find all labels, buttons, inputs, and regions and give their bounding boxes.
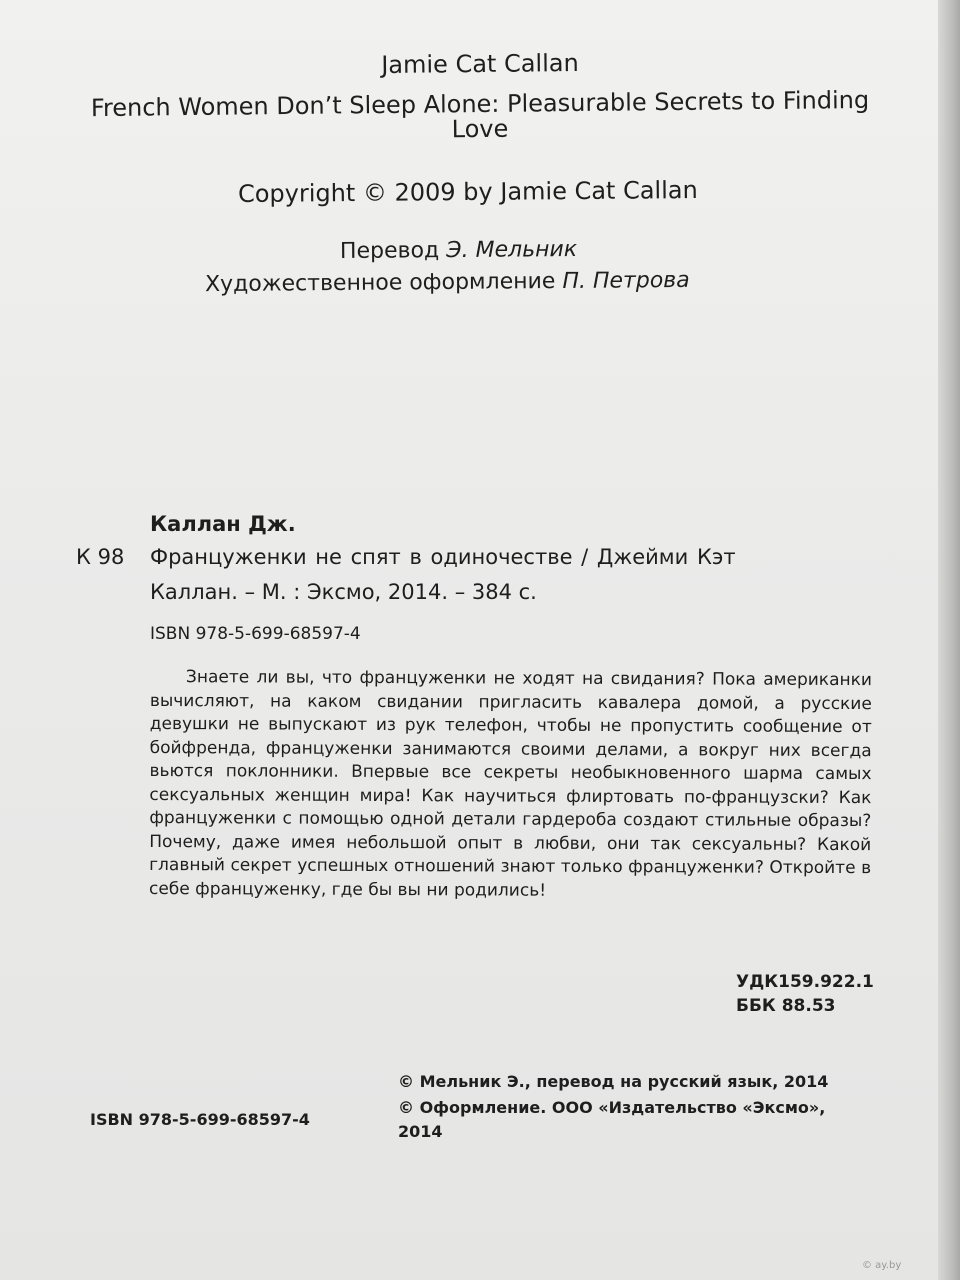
bbk-code: ББК 88.53 (736, 996, 836, 1016)
translation-copyright: © Мельник Э., перевод на русский язык, 2014 (398, 1072, 829, 1091)
bibliographic-isbn: ISBN 978-5-699-68597-4 (150, 624, 361, 644)
original-title-line-2: Love (451, 114, 509, 144)
original-title-line-1: French Women Don’t Sleep Alone: Pleasurable Secrets to Finding (90, 85, 870, 123)
footer-isbn: ISBN 978-5-699-68597-4 (90, 1110, 310, 1129)
bibliographic-description-line-1: Француженки не спят в одиночестве / Джейми Кэт (150, 545, 736, 569)
art-design-credit (205, 268, 690, 297)
udk-code: УДК159.922.1 (736, 972, 874, 992)
site-watermark: © ay.by (862, 1260, 902, 1271)
bibliographic-description-line-2: Каллан. – М. : Эксмо, 2014. – 384 с. (150, 580, 537, 604)
artist-name: П. Петрова (562, 267, 690, 294)
art-design-label: Художественное оформление (204, 268, 563, 298)
design-copyright-line-2: 2014 (398, 1122, 443, 1141)
bibliographic-author: Каллан Дж. (150, 512, 296, 536)
translator-credit (340, 237, 577, 264)
author-name-english: Jamie Cat Callan (381, 48, 579, 80)
translation-label: Перевод (339, 238, 447, 265)
book-spine-shadow (938, 0, 960, 1280)
book-annotation: Знаете ли вы, что француженки не ходят на свидания? Пока американки вычисляют, на каком свидании пригласить кавалера домой, а русские девушки не выпускают из рук телефон, чтобы не пропустить сообщение от бойфренда, француженки занимаются своими делами, а вокруг них всегда вьются поклонники. Впервые все секреты необыкновенного шарма самых сексуальных женщин мира! Как научиться флиртовать по-французски? Как француженки с помощью одной детали гардероба создают стильные образы? Почему, даже имея небольшой опыт в любви, они так сексуальны? Какой главный секрет успешных отношений знают только француженки? Откройте в себе француженку, где бы вы ни родились! (148, 667, 872, 901)
design-copyright-line-1: © Оформление. ООО «Издательство «Эксмо», (398, 1098, 826, 1117)
translator-name: Э. Мельник (446, 236, 578, 264)
catalog-code: К 98 (76, 545, 125, 569)
original-copyright: Copyright © 2009 by Jamie Cat Callan (237, 175, 698, 209)
